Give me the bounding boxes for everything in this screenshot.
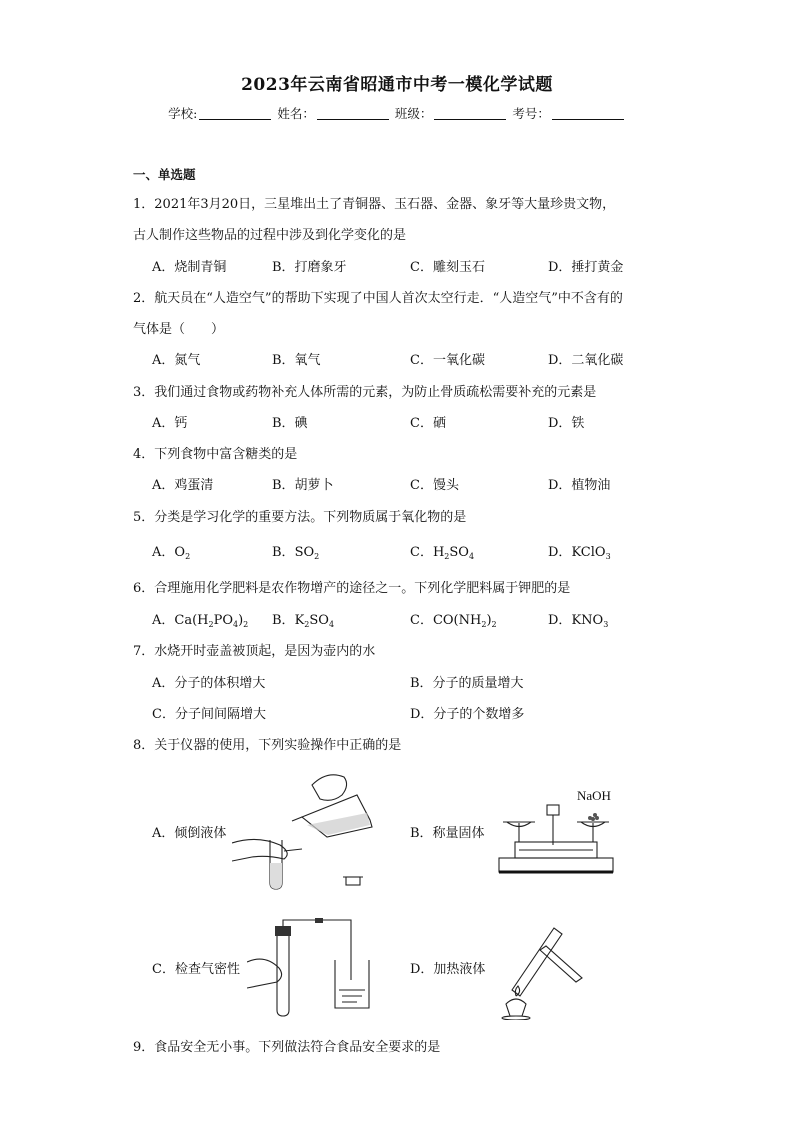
- question-1-stem: 1．2021年3月20日，三星堆出土了青铜器、玉石器、金器、象牙等大量珍贵文物，: [133, 197, 616, 212]
- question-3-option-a[interactable]: A．钙: [152, 416, 188, 431]
- school-blank[interactable]: [199, 107, 271, 120]
- question-9-stem: 9．食品安全无小事。下列做法符合食品安全要求的是: [133, 1040, 441, 1055]
- class-label: 班级：: [394, 106, 433, 121]
- question-5-option-a[interactable]: A．$O_2$: [152, 545, 191, 561]
- question-4-option-d[interactable]: D．植物油: [548, 478, 611, 493]
- page-title: 2023年云南省昭通市中考一模化学试题: [241, 75, 553, 95]
- question-6-stem: 6．合理施用化学肥料是农作物增产的途径之一。下列化学肥料属于钾肥的是: [133, 581, 571, 596]
- question-4-option-b[interactable]: B．胡萝卜: [272, 478, 334, 493]
- balance-figure: [495, 787, 615, 877]
- question-5-stem: 5．分类是学习化学的重要方法。下列物质属于氧化物的是: [133, 510, 467, 525]
- question-1-option-d[interactable]: D．捶打黄金: [548, 260, 624, 275]
- question-4-stem: 4．下列食物中富含糖类的是: [133, 447, 298, 462]
- question-3-stem: 3．我们通过食物或药物补充人体所需的元素，为防止骨质疏松需要补充的元素是: [133, 385, 597, 400]
- school-label: 学校:: [168, 106, 198, 121]
- heating-liquid-figure: [492, 920, 592, 1020]
- pouring-liquid-figure: [232, 765, 380, 895]
- question-5-option-b[interactable]: B．$SO_2$: [272, 545, 320, 561]
- naoh-label: NaOH: [577, 788, 611, 803]
- question-8-option-a[interactable]: A．倾倒液体: [152, 826, 227, 841]
- question-3-option-c[interactable]: C．硒: [410, 416, 446, 431]
- question-5-option-d[interactable]: D．KClO$_3$: [548, 545, 611, 561]
- question-6-option-a[interactable]: A．$Ca(H_2PO_4)_2$: [152, 613, 249, 629]
- question-3-option-d[interactable]: D．铁: [548, 416, 585, 431]
- question-2-stem-cont: 气体是（ ）: [133, 322, 225, 337]
- question-8-option-c[interactable]: C．检查气密性: [152, 962, 240, 977]
- question-5-option-c[interactable]: C．$H_2SO_4$: [410, 545, 475, 561]
- question-1-option-b[interactable]: B．打磨象牙: [272, 260, 347, 275]
- exam-no-blank[interactable]: [552, 107, 624, 120]
- question-8-option-b[interactable]: B．称量固体: [410, 826, 485, 841]
- question-2-option-c[interactable]: C．一氧化碳: [410, 353, 485, 368]
- question-7-option-c[interactable]: C．分子间间隔增大: [152, 707, 266, 722]
- question-7-option-b[interactable]: B．分子的质量增大: [410, 676, 524, 691]
- question-6-option-b[interactable]: B．$K_2SO_4$: [272, 613, 335, 629]
- section-heading: 一、单选题: [133, 167, 196, 182]
- question-1-option-a[interactable]: A．烧制青铜: [152, 260, 227, 275]
- class-blank[interactable]: [434, 107, 506, 120]
- question-4-option-c[interactable]: C．馒头: [410, 478, 459, 493]
- question-3-option-b[interactable]: B．碘: [272, 416, 308, 431]
- name-label: 姓名：: [277, 106, 315, 121]
- question-7-stem: 7．水烧开时壶盖被顶起，是因为壶内的水: [133, 644, 376, 659]
- question-7-option-d[interactable]: D．分子的个数增多: [410, 707, 525, 722]
- name-blank[interactable]: [317, 107, 389, 120]
- question-8-stem: 8．关于仪器的使用，下列实验操作中正确的是: [133, 738, 402, 753]
- exam-no-label: 考号：: [512, 106, 550, 121]
- question-7-option-a[interactable]: A．分子的体积增大: [152, 676, 266, 691]
- airtightness-figure: [247, 918, 377, 1018]
- question-6-option-c[interactable]: C．$CO(NH_2)_2$: [410, 613, 497, 629]
- question-2-option-b[interactable]: B．氧气: [272, 353, 321, 368]
- question-2-stem: 2．航天员在“人造空气”的帮助下实现了中国人首次太空行走．“人造空气”中不含有的: [133, 291, 623, 306]
- question-6-option-d[interactable]: D．$KNO_3$: [548, 613, 609, 629]
- question-2-option-d[interactable]: D．二氧化碳: [548, 353, 624, 368]
- question-1-stem-cont: 古人制作这些物品的过程中涉及到化学变化的是: [133, 228, 407, 243]
- question-1-option-c[interactable]: C．雕刻玉石: [410, 260, 485, 275]
- student-info-line: [0, 104, 794, 122]
- question-2-option-a[interactable]: A．氮气: [152, 353, 201, 368]
- question-8-option-d[interactable]: D．加热液体: [410, 962, 486, 977]
- question-4-option-a[interactable]: A．鸡蛋清: [152, 478, 214, 493]
